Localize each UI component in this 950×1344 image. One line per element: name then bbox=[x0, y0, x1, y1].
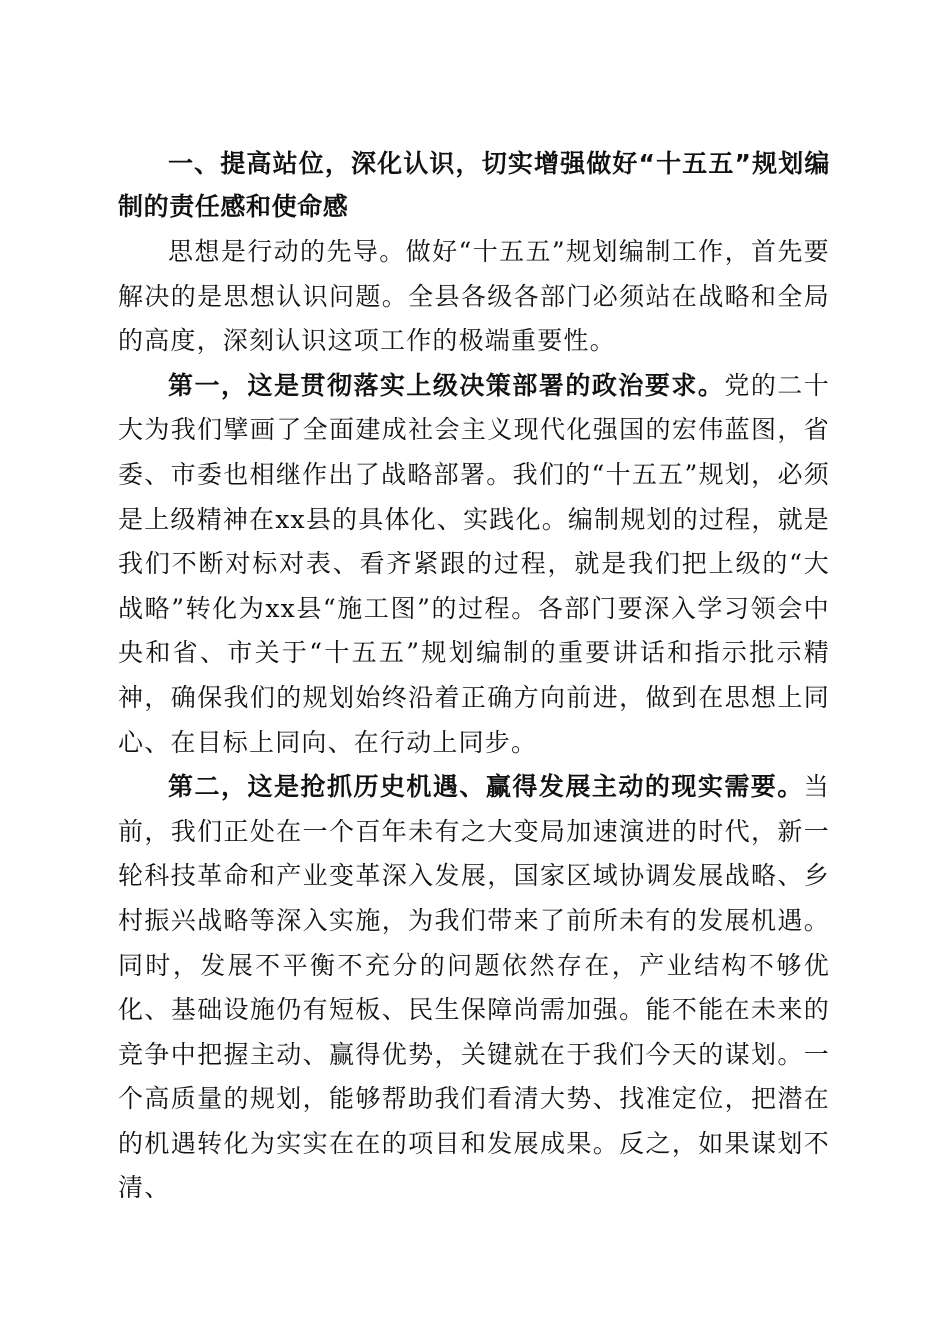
paragraph-first-point bbox=[118, 364, 830, 765]
paragraph-first-point-lead: 第一，这是贯彻落实上级决策部署的政治要求。 bbox=[168, 370, 725, 400]
document-body bbox=[118, 142, 830, 1211]
paragraph-first-point-text: 党的二十大为我们擘画了全面建成社会主义现代化强国的宏伟蓝图，省委、市委也相继作出了战略部署。我们的“十五五”规划，必须是上级精神在xx县的具体化、实践化。编制规划的过程，就是我们不断对标对表、看齐紧跟的过程，就是我们把上级的“大战略”转化为xx县“施工图”的过程。各部门要深入学习领会中央和省、市关于“十五五”规划编制的重要讲话和指示批示精神，确保我们的规划始终沿着正确方向前进，做到在思想上同心、在目标上同向、在行动上同步。 bbox=[118, 370, 831, 757]
paragraph-intro bbox=[118, 230, 830, 364]
section-heading: 一、提高站位，深化认识，切实增强做好“十五五”规划编制的责任感和使命感 bbox=[118, 149, 830, 221]
paragraph-intro-text: 思想是行动的先导。做好“十五五”规划编制工作，首先要解决的是思想认识问题。全县各级各部门必须站在战略和全局的高度，深刻认识这项工作的极端重要性。 bbox=[118, 237, 830, 356]
paragraph-second-point-text: 当前，我们正处在一个百年未有之大变局加速演进的时代，新一轮科技革命和产业变革深入发展，国家区域协调发展战略、乡村振兴战略等深入实施，为我们带来了前所未有的发展机遇。同时，发展不平衡不充分的问题依然存在，产业结构不够优化、基础设施仍有短板、民生保障尚需加强。能不能在未来的竞争中把握主动、赢得优势，关键就在于我们今天的谋划。一个高质量的规划，能够帮助我们看清大势、找准定位，把潜在的机遇转化为实实在在的项目和发展成果。反之，如果谋划不清、 bbox=[118, 772, 830, 1203]
paragraph-second-point bbox=[118, 765, 830, 1211]
paragraph-second-point-lead: 第二，这是抢抓历史机遇、赢得发展主动的现实需要。 bbox=[168, 772, 804, 802]
